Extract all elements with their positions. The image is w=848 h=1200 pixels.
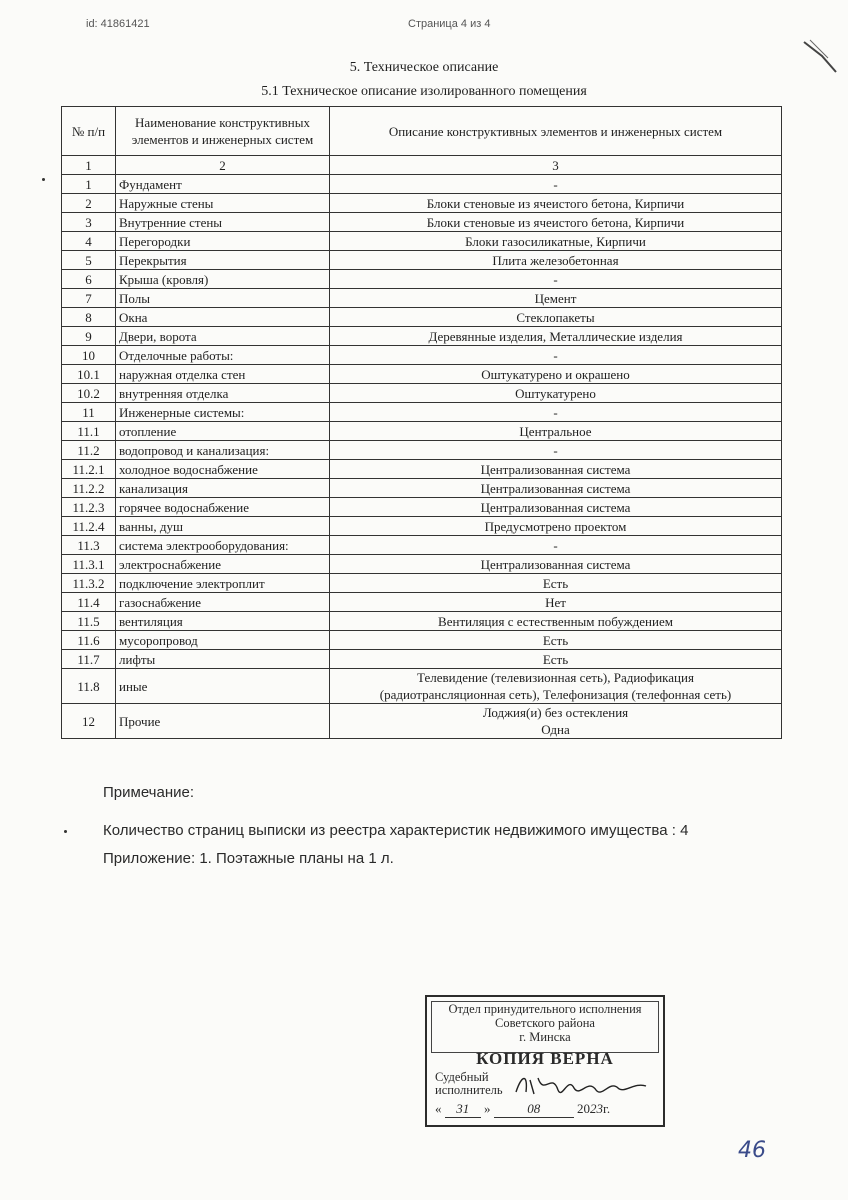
row-number: 11.1: [62, 422, 116, 441]
header-num: № п/п: [62, 107, 116, 156]
table-row: [62, 669, 782, 704]
row-number: 1: [62, 175, 116, 194]
row-name: Двери, ворота: [116, 327, 330, 346]
row-description: Есть: [330, 631, 782, 650]
technical-description-table: [61, 106, 782, 739]
row-number: 5: [62, 251, 116, 270]
row-description: Плита железобетонная: [330, 251, 782, 270]
row-description: Блоки стеновые из ячеистого бетона, Кирпичи: [330, 213, 782, 232]
date-year-end: г.: [603, 1101, 611, 1116]
row-number: 11.2: [62, 441, 116, 460]
table-row: [62, 479, 782, 498]
row-name: Наружные стены: [116, 194, 330, 213]
row-number: 9: [62, 327, 116, 346]
date-quote: »: [484, 1101, 491, 1116]
row-description: -: [330, 536, 782, 555]
row-name: вентиляция: [116, 612, 330, 631]
note-title: Примечание:: [103, 784, 194, 801]
row-number: 11.2.1: [62, 460, 116, 479]
stamp-line: Отдел принудительного исполнения: [448, 1002, 642, 1016]
index-cell: 1: [62, 156, 116, 175]
row-number: 4: [62, 232, 116, 251]
stamp-bailiff-label: [435, 1071, 503, 1097]
row-description: Блоки газосиликатные, Кирпичи: [330, 232, 782, 251]
table-row: [62, 498, 782, 517]
stamp-copy-verified: КОПИЯ ВЕРНА: [476, 1049, 614, 1068]
row-name: Внутренние стены: [116, 213, 330, 232]
row-description: Централизованная система: [330, 460, 782, 479]
row-name: Фундамент: [116, 175, 330, 194]
row-description: -: [330, 441, 782, 460]
date-day: 31: [445, 1101, 481, 1118]
date-month: 08: [494, 1101, 574, 1118]
table-row: [62, 232, 782, 251]
row-description: Блоки стеновые из ячеистого бетона, Кирпичи: [330, 194, 782, 213]
table-row: [62, 593, 782, 612]
table-row: [62, 536, 782, 555]
row-number: 11.2.2: [62, 479, 116, 498]
row-number: 10.1: [62, 365, 116, 384]
row-description-line: Лоджия(и) без остекления: [482, 705, 629, 720]
table-row: [62, 327, 782, 346]
row-description: -: [330, 175, 782, 194]
header-desc: Описание конструктивных элементов и инженерных систем: [330, 107, 782, 156]
row-number: 11.7: [62, 650, 116, 669]
row-name: горячее водоснабжение: [116, 498, 330, 517]
row-name: Окна: [116, 308, 330, 327]
row-description: Централизованная система: [330, 479, 782, 498]
row-number: 11.3.1: [62, 555, 116, 574]
table-row: [62, 574, 782, 593]
row-description: Оштукатурено: [330, 384, 782, 403]
document-id: id: 41861421: [86, 18, 150, 30]
table-body: [62, 175, 782, 669]
row-name: лифты: [116, 650, 330, 669]
stamp-department: [431, 1001, 659, 1053]
row-name: Крыша (кровля): [116, 270, 330, 289]
row-name: ванны, душ: [116, 517, 330, 536]
row-description: Центральное: [330, 422, 782, 441]
table-row: [62, 251, 782, 270]
row-description: Централизованная система: [330, 555, 782, 574]
table-row: [62, 384, 782, 403]
table-row: [62, 704, 782, 739]
row-description-line: (радиотрансляционная сеть), Телефонизация (телефонная сеть): [379, 687, 732, 702]
table-row: [62, 365, 782, 384]
page-counter: Страница 4 из 4: [408, 18, 491, 30]
row-number: 11.3.2: [62, 574, 116, 593]
row-name: Инженерные системы:: [116, 403, 330, 422]
stamp-date: [435, 1101, 663, 1118]
table-row: [62, 175, 782, 194]
table-row: [62, 346, 782, 365]
row-number: 11.2.3: [62, 498, 116, 517]
table-row: [62, 308, 782, 327]
row-name: Отделочные работы:: [116, 346, 330, 365]
header-name: Наименование конструктивных элементов и инженерных систем: [116, 107, 330, 156]
copy-verified-stamp: [425, 995, 665, 1127]
row-number: 11.5: [62, 612, 116, 631]
stamp-line: исполнитель: [435, 1083, 503, 1097]
bailiff-signature: [512, 1070, 652, 1100]
table-index-row: [62, 156, 782, 175]
row-description: Централизованная система: [330, 498, 782, 517]
date-year-suffix: 23: [590, 1101, 603, 1116]
row-number: 11.3: [62, 536, 116, 555]
row-number: 10: [62, 346, 116, 365]
row-description: Предусмотрено проектом: [330, 517, 782, 536]
note-pages-count: Количество страниц выписки из реестра характеристик недвижимого имущества : 4: [103, 822, 689, 839]
section-title: 5. Техническое описание: [349, 60, 499, 75]
row-number: 11.6: [62, 631, 116, 650]
row-description: Есть: [330, 574, 782, 593]
table-row: [62, 270, 782, 289]
index-cell: 2: [116, 156, 330, 175]
scan-speck: [64, 830, 67, 833]
row-description: Оштукатурено и окрашено: [330, 365, 782, 384]
table-row: [62, 441, 782, 460]
row-number: 2: [62, 194, 116, 213]
row-number: 10.2: [62, 384, 116, 403]
table-row: [62, 650, 782, 669]
table-row: [62, 213, 782, 232]
row-name: водопровод и канализация:: [116, 441, 330, 460]
row-name: внутренняя отделка: [116, 384, 330, 403]
row-name: мусоропровод: [116, 631, 330, 650]
row-description: Деревянные изделия, Металлические изделия: [330, 327, 782, 346]
row-name: наружная отделка стен: [116, 365, 330, 384]
table-row: [62, 194, 782, 213]
row-name: электроснабжение: [116, 555, 330, 574]
row-description-line: Телевидение (телевизионная сеть), Радиофикация: [417, 670, 694, 685]
row-name: Прочие: [116, 704, 330, 739]
row-name: система электрооборудования:: [116, 536, 330, 555]
row-description: [330, 704, 782, 739]
row-number: 11.2.4: [62, 517, 116, 536]
row-name: Перекрытия: [116, 251, 330, 270]
row-description: -: [330, 346, 782, 365]
row-name: газоснабжение: [116, 593, 330, 612]
date-quote: «: [435, 1101, 442, 1116]
table-row: [62, 460, 782, 479]
row-description: Нет: [330, 593, 782, 612]
row-number: 11: [62, 403, 116, 422]
row-name: Перегородки: [116, 232, 330, 251]
row-name: иные: [116, 669, 330, 704]
table-row: [62, 612, 782, 631]
row-name: холодное водоснабжение: [116, 460, 330, 479]
table-row: [62, 422, 782, 441]
row-description: -: [330, 270, 782, 289]
row-number: 6: [62, 270, 116, 289]
table-row: [62, 555, 782, 574]
scan-speck: [42, 178, 45, 181]
table-row: [62, 517, 782, 536]
subsection-title: 5.1 Техническое описание изолированного помещения: [261, 84, 587, 99]
table-row: [62, 403, 782, 422]
row-number: 8: [62, 308, 116, 327]
date-year-prefix: 20: [577, 1101, 590, 1116]
row-description: Вентиляция с естественным побуждением: [330, 612, 782, 631]
row-name: подключение электроплит: [116, 574, 330, 593]
table-header-row: [62, 107, 782, 156]
row-name: отопление: [116, 422, 330, 441]
row-number: 11.8: [62, 669, 116, 704]
table-row: [62, 289, 782, 308]
row-description: Стеклопакеты: [330, 308, 782, 327]
row-description: Цемент: [330, 289, 782, 308]
handwritten-page-number: 46: [738, 1138, 766, 1163]
row-name: Полы: [116, 289, 330, 308]
row-description: -: [330, 403, 782, 422]
table-row: [62, 631, 782, 650]
row-number: 11.4: [62, 593, 116, 612]
note-appendix: Приложение: 1. Поэтажные планы на 1 л.: [103, 850, 394, 867]
row-number: 12: [62, 704, 116, 739]
row-description: [330, 669, 782, 704]
stamp-line: Советского района: [495, 1016, 595, 1030]
row-name: канализация: [116, 479, 330, 498]
row-description-line: Одна: [541, 722, 570, 737]
row-description: Есть: [330, 650, 782, 669]
index-cell: 3: [330, 156, 782, 175]
stamp-line: Судебный: [435, 1070, 489, 1084]
row-number: 3: [62, 213, 116, 232]
row-number: 7: [62, 289, 116, 308]
stamp-line: г. Минска: [519, 1030, 571, 1044]
